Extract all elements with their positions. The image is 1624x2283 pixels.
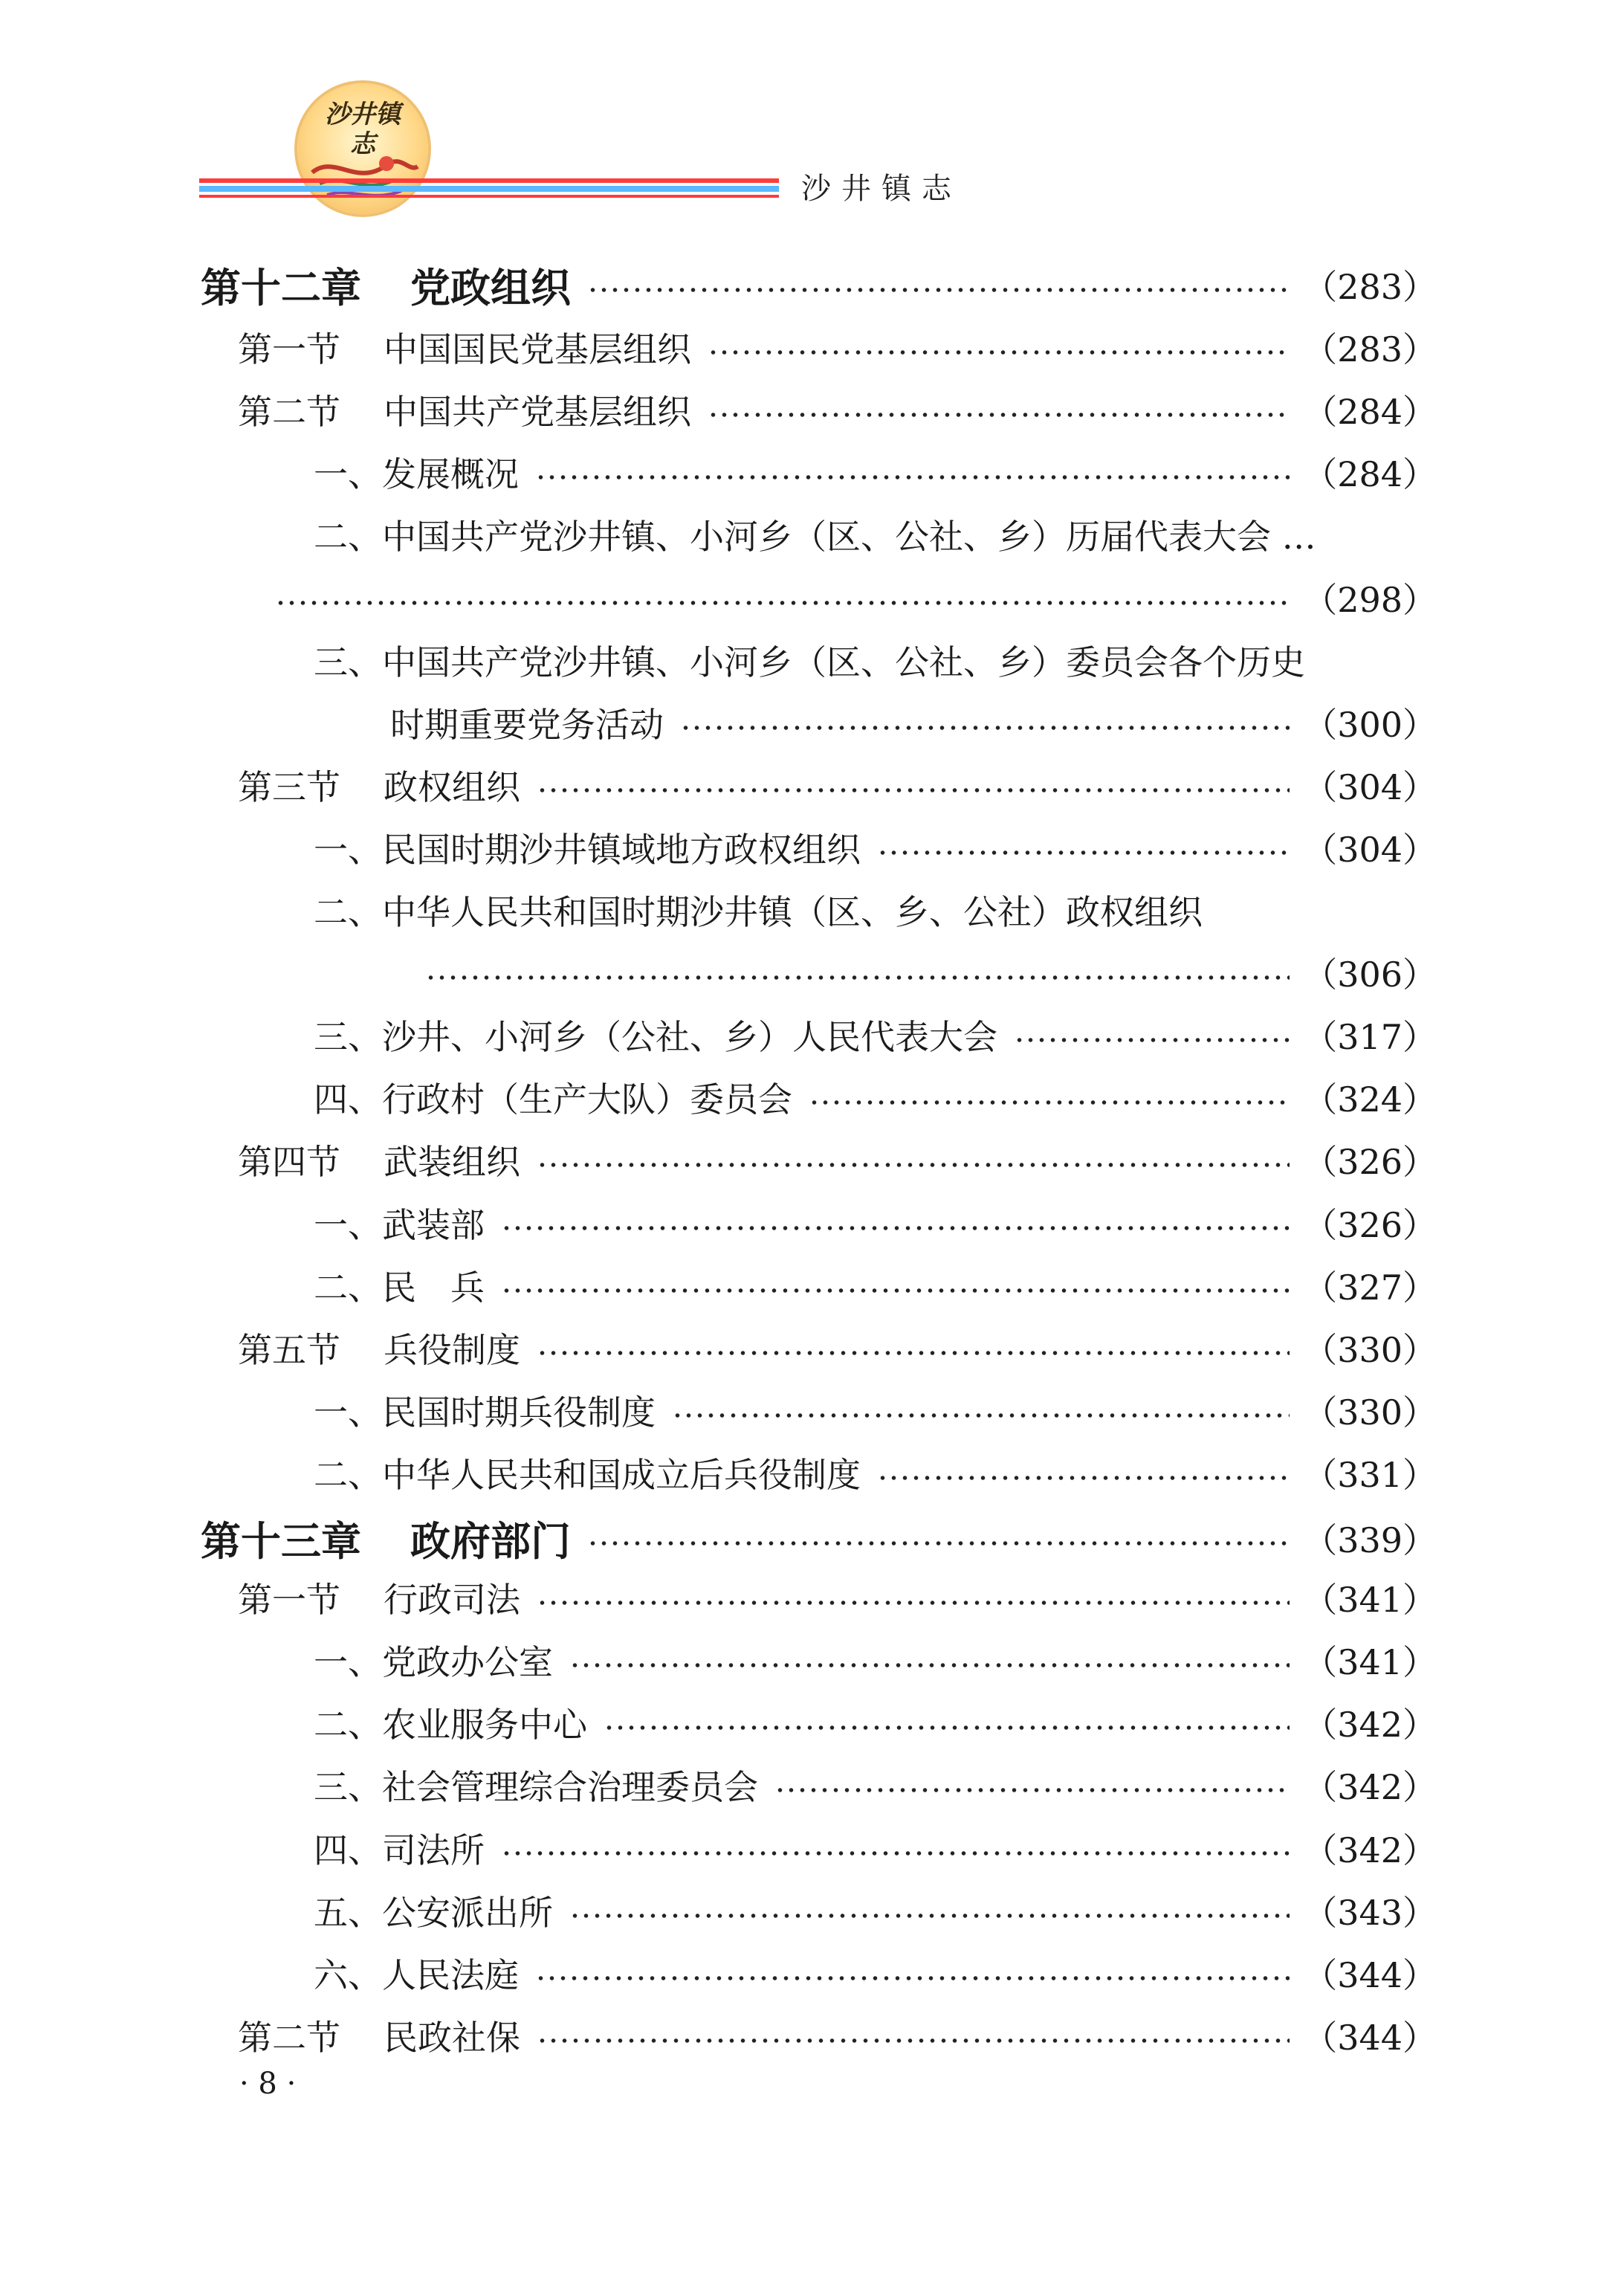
toc-entry[interactable] [390,691,1437,754]
toc-entry-label: 第十二章 [201,264,361,311]
dot-leader [537,1351,1290,1355]
toc-entry-title [314,1698,604,1747]
toc-entry-page: （300） [1303,704,1437,745]
toc-entry-title [314,510,1333,559]
toc-entry[interactable] [238,1566,1437,1629]
dot-leader [569,1914,1290,1918]
toc-entry-title [314,885,1219,934]
toc-entry-text: 三、中国共产党沙井镇、小河乡（区、公社、乡）委员会各个历史 [314,642,1305,682]
toc-entry-title [314,1261,501,1310]
toc-entry-page: （342） [1303,1830,1437,1870]
toc-entry-page: （324） [1303,1079,1437,1120]
dot-leader [535,1976,1290,1980]
toc-entry-text: 政权组织 [384,766,520,807]
dot-leader [877,850,1290,855]
toc-entry-title [201,1510,587,1567]
toc-entry-title [314,1886,569,1935]
toc-entry-page: （298） [1303,579,1437,620]
toc-entry[interactable] [425,941,1437,1004]
toc-entry[interactable] [314,1879,1437,1942]
dot-leader [809,1100,1290,1105]
toc-entry[interactable] [238,754,1437,816]
toc-entry-text: 三、沙井、小河乡（公社、乡）人民代表大会 [314,1017,997,1058]
toc-entry-title [314,1386,672,1435]
toc-entry[interactable] [238,2004,1437,2067]
toc-entry-title [314,1760,774,1809]
toc-entry-title [314,1824,501,1873]
toc-entry-page: （283） [1303,267,1437,307]
dot-leader [537,788,1290,792]
toc-entry-label: 第一节 [238,1580,340,1621]
toc-entry-label: 第四节 [238,1142,340,1183]
dot-leader [1014,1038,1290,1042]
toc-entry[interactable] [314,1441,1437,1504]
toc-entry[interactable] [314,1817,1437,1879]
dot-leader [501,1288,1290,1293]
dot-leader [774,1788,1290,1792]
toc-entry[interactable] [314,441,1437,503]
toc-entry-page: （304） [1303,766,1437,807]
toc-entry-label: 第十三章 [201,1517,361,1565]
dot-leader [535,475,1290,479]
toc-entry-title [238,1573,537,1622]
toc-entry-text: 中国国民党基层组织 [384,329,691,370]
toc-entry-page: （341） [1303,1642,1437,1683]
dot-leader [501,1851,1290,1856]
toc-entry[interactable] [314,629,1437,691]
toc-entry[interactable] [314,1691,1437,1754]
toc-entry-page: （344） [1303,2017,1437,2058]
dot-leader [275,601,1290,605]
toc-entry-text: 时期重要党务活动 [390,704,664,745]
toc-entry-page: （326） [1303,1142,1437,1183]
header-rule-blue [199,186,779,192]
toc-entry-label: 第一节 [238,329,340,370]
toc-entry-title [314,1010,1014,1059]
toc-entry-title [238,2011,537,2060]
toc-entry-page: （326） [1303,1204,1437,1245]
toc-entry-text: 二、中华人民共和国成立后兵役制度 [314,1454,861,1495]
dot-leader [587,288,1290,292]
toc-entry-page: （344） [1303,1954,1437,1995]
toc-entry[interactable] [314,503,1437,566]
toc-entry-title [238,323,708,372]
toc-entry-page: （304） [1303,829,1437,870]
dot-leader [708,413,1290,417]
logo-text: 沙井镇志 [325,100,401,159]
toc-entry-text: 二、中国共产党沙井镇、小河乡（区、公社、乡）历届代表大会 … [314,517,1316,558]
toc-entry-title [314,823,877,872]
dot-leader [680,726,1290,730]
toc-entry[interactable] [238,1128,1437,1191]
page-header [0,0,1624,223]
toc-entry-page: （317） [1303,1017,1437,1058]
toc-entry[interactable] [314,1004,1437,1066]
toc-entry-text: 中国共产党基层组织 [384,392,691,433]
toc-entry[interactable] [238,316,1437,378]
toc-entry[interactable] [314,1192,1437,1254]
dot-leader [672,1413,1290,1418]
toc-entry-label: 第二节 [238,392,340,433]
toc-entry-text: 二、中华人民共和国时期沙井镇（区、乡、公社）政权组织 [314,892,1203,932]
toc-entry-label: 第三节 [238,766,340,807]
dot-leader [877,1476,1290,1480]
toc-entry-page: （327） [1303,1267,1437,1308]
toc-entry-page: （330） [1303,1392,1437,1433]
toc-entry-text: 四、司法所 [314,1830,485,1870]
toc-entry-page: （343） [1303,1892,1437,1933]
toc-entry-title [314,448,535,497]
toc-entry-title [390,698,680,747]
toc-entry[interactable] [314,1629,1437,1691]
toc-entry-page: （339） [1303,1520,1437,1560]
toc-entry[interactable] [275,566,1437,629]
running-title: 沙井镇志 [801,172,962,206]
toc-entry-page: （306） [1303,955,1437,995]
toc-entry-text: 一、武装部 [314,1204,485,1245]
page-number: · 8 · [239,2067,297,2101]
toc-entry[interactable] [314,1942,1437,2004]
dot-leader [708,350,1290,355]
toc-entry-text: 三、社会管理综合治理委员会 [314,1767,758,1808]
toc-entry-title [238,385,708,434]
dot-leader [537,1163,1290,1167]
toc-entry-title [238,761,537,810]
toc-entry-title [314,1948,535,1998]
toc-entry-page: （330） [1303,1329,1437,1370]
toc-entry-page: （342） [1303,1767,1437,1808]
toc-entry-title [314,1073,809,1122]
toc-entry-title [238,1323,537,1372]
toc-entry-title [314,1635,569,1685]
toc-entry-text: 一、发展概况 [314,454,519,495]
toc-entry[interactable] [314,1379,1437,1441]
toc-entry[interactable] [238,378,1437,441]
toc-entry[interactable] [314,1066,1437,1128]
dot-leader [537,1601,1290,1605]
toc-entry[interactable] [314,879,1437,941]
toc-entry[interactable] [314,1754,1437,1816]
toc-entry-text: 行政司法 [384,1580,520,1621]
header-rule-red [199,178,779,183]
toc-entry-text: 党政组织 [410,264,571,311]
toc-entry-text: 一、民国时期兵役制度 [314,1392,656,1433]
toc-entry-text: 五、公安派出所 [314,1892,553,1933]
toc-entry-page: （284） [1303,454,1437,495]
toc-entry-title [238,1135,537,1184]
toc-entry-page: （342） [1303,1705,1437,1746]
toc-entry[interactable] [314,816,1437,879]
toc-entry-label: 第五节 [238,1329,340,1370]
toc-entry-title [201,256,587,314]
toc-entry-title [314,636,1321,685]
toc-entry[interactable] [201,1507,1437,1569]
dot-leader [501,1226,1290,1230]
toc-entry-text: 六、人民法庭 [314,1954,519,1995]
toc-entry-text: 兵役制度 [384,1329,520,1370]
toc-entry-title [314,1448,877,1497]
toc-entry[interactable] [201,254,1437,316]
toc-entry-text: 政府部门 [410,1517,571,1565]
toc-entry-page: （331） [1303,1454,1437,1495]
dot-leader [537,2038,1290,2043]
toc-entry-page: （341） [1303,1580,1437,1621]
toc-entry-text: 四、行政村（生产大队）委员会 [314,1079,792,1120]
toc-entry-label: 第二节 [238,2017,340,2058]
dot-leader [425,975,1290,980]
toc-entry-text: 民政社保 [384,2017,520,2058]
toc-entry-text: 一、党政办公室 [314,1642,553,1683]
toc-entry[interactable] [238,1317,1437,1379]
header-rule-red-lower [199,195,779,198]
toc-entry-text: 一、民国时期沙井镇域地方政权组织 [314,829,861,870]
toc-entry-text: 二、农业服务中心 [314,1705,587,1746]
dot-leader [604,1725,1290,1730]
toc-entry[interactable] [314,1254,1437,1317]
dot-leader [587,1541,1290,1546]
toc-entry-text: 二、民 兵 [314,1267,485,1308]
toc-entry-page: （283） [1303,329,1437,370]
dot-leader [569,1663,1290,1667]
toc-entry-title [314,1198,501,1247]
toc-entry-text: 武装组织 [384,1142,520,1183]
toc-entry-page: （284） [1303,392,1437,433]
